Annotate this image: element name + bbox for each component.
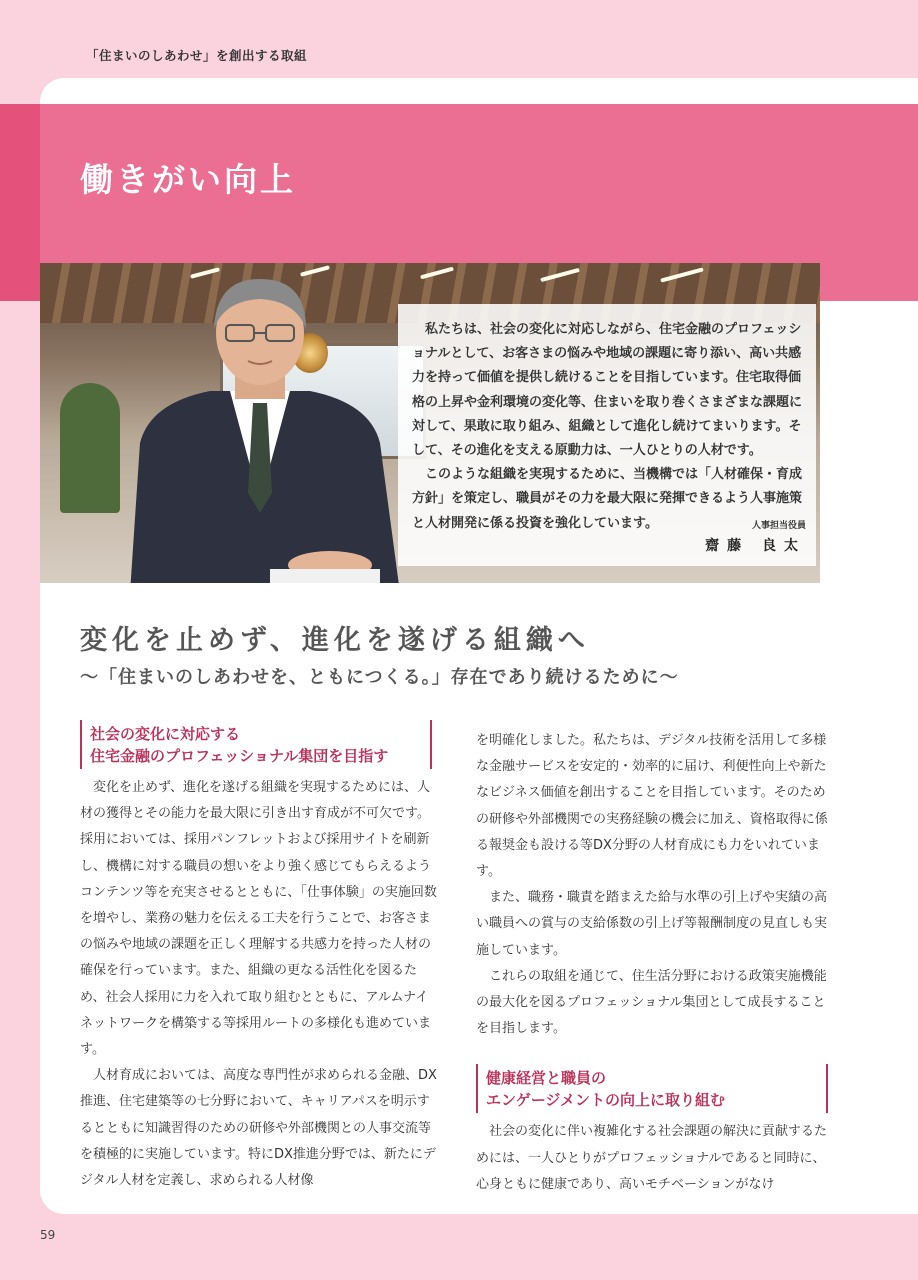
hero-title: 働きがい向上 (80, 160, 296, 199)
section1-heading-line2: 住宅金融のプロフェッショナル集団を目指す (90, 747, 389, 765)
section2-heading (476, 1064, 828, 1113)
section2-heading-line1: 健康経営と職員の (486, 1069, 607, 1088)
section1-paragraph: 人材育成においては、高度な専門性が求められる金融、DX推進、住宅建築等の七分野において、キャリアパスを明示するとともに知識習得のための研修や外部機関との人事交流等を積極的に実施しています。特にDX推進分野では、新たにデジタル人材を定義し、求められる人材像 (80, 1068, 437, 1189)
main-heading: 変化を止めず、進化を遂げる組織へ (80, 625, 590, 656)
section1-paragraph-continued: を明確化しました。私たちは、デジタル技術を活用して多様な金融サービスを安定的・効率的に届け、利便性向上や新たなビジネス価値を創出することを目指しています。そのための研修や外部機関での実務経験の機会に加え、資格取得に係る報奨金も設ける等DX分野の人材育成にも力をいれています。 (476, 733, 828, 880)
section1-paragraph: また、職務・職責を踏まえた給与水準の引上げや実績の高い職員への賞与の支給係数の引上げ等報酬制度の見直しも実施しています。 (476, 890, 828, 958)
section-tag: 「住まいのしあわせ」を創出する取組 (86, 48, 308, 63)
signer-title: 人事担当役員 (751, 521, 806, 531)
section1-heading-line1: 社会の変化に対応する (90, 725, 241, 743)
left-column (80, 720, 440, 1194)
message-paragraph: 私たちは、社会の変化に対応しながら、住宅金融のプロフェッショナルとして、お客さまの悩みや地域の課題に寄り添い、高い共感力を持って価値を提供し続けることを目指しています。住宅取得価格の上昇や金利環境の変化等、住まいを取り巻くさまざまな課題に対して、果敢に取り組み、組織として進化し続けてまいります。そして、その進化を支える原動力は、一人ひとりの人材です。 (412, 322, 803, 459)
message-paragraph: このような組織を実現するために、当機構では「人材確保・育成方針」を策定し、職員がその力を最大限に発揮できるよう人事施策と人材開発に係る投資を強化しています。 (412, 467, 803, 531)
section1-heading (80, 720, 432, 769)
page-number: 59 (40, 1228, 56, 1242)
sub-heading: 〜「住まいのしあわせを、ともにつくる。」存在であり続けるために〜 (80, 667, 679, 688)
executive-message (398, 304, 816, 566)
right-column (476, 728, 836, 1198)
signer-name: 齋藤 良太 (705, 538, 806, 554)
executive-portrait (110, 273, 410, 583)
section2-paragraph: 社会の変化に伴い複雑化する社会課題の解決に貢献するためには、一人ひとりがプロフェッショナルであると同時に、心身ともに健康であり、高いモチベーションがなけ (476, 1124, 828, 1192)
section1-paragraph: これらの取組を通じて、住生活分野における政策実施機能の最大化を図るプロフェッショナル集団として成長することを目指します。 (476, 968, 827, 1037)
signature (705, 518, 806, 555)
section1-paragraph: 変化を止めず、進化を遂げる組織を実現するためには、人材の獲得とその能力を最大限に引き出す育成が不可欠です。採用においては、採用パンフレットおよび採用サイトを刷新し、機構に対する職員の想いをより強く感じてもらえるようコンテンツ等を充実させるとともに、「仕事体験」の実施回数を増やし、業務の魅力を伝える工夫を行うことで、お客さまの悩みや地域の課題を正しく理解する共感力を持った人材の確保を行っています。また、組織の更なる活性化を図るため、社会人採用に力を入れて取り組むとともに、アルムナイネットワークを構築する等採用ルートの多様化も進めています。 (80, 780, 437, 1058)
section2-heading-line2: エンゲージメントの向上に取り組む (486, 1091, 725, 1110)
